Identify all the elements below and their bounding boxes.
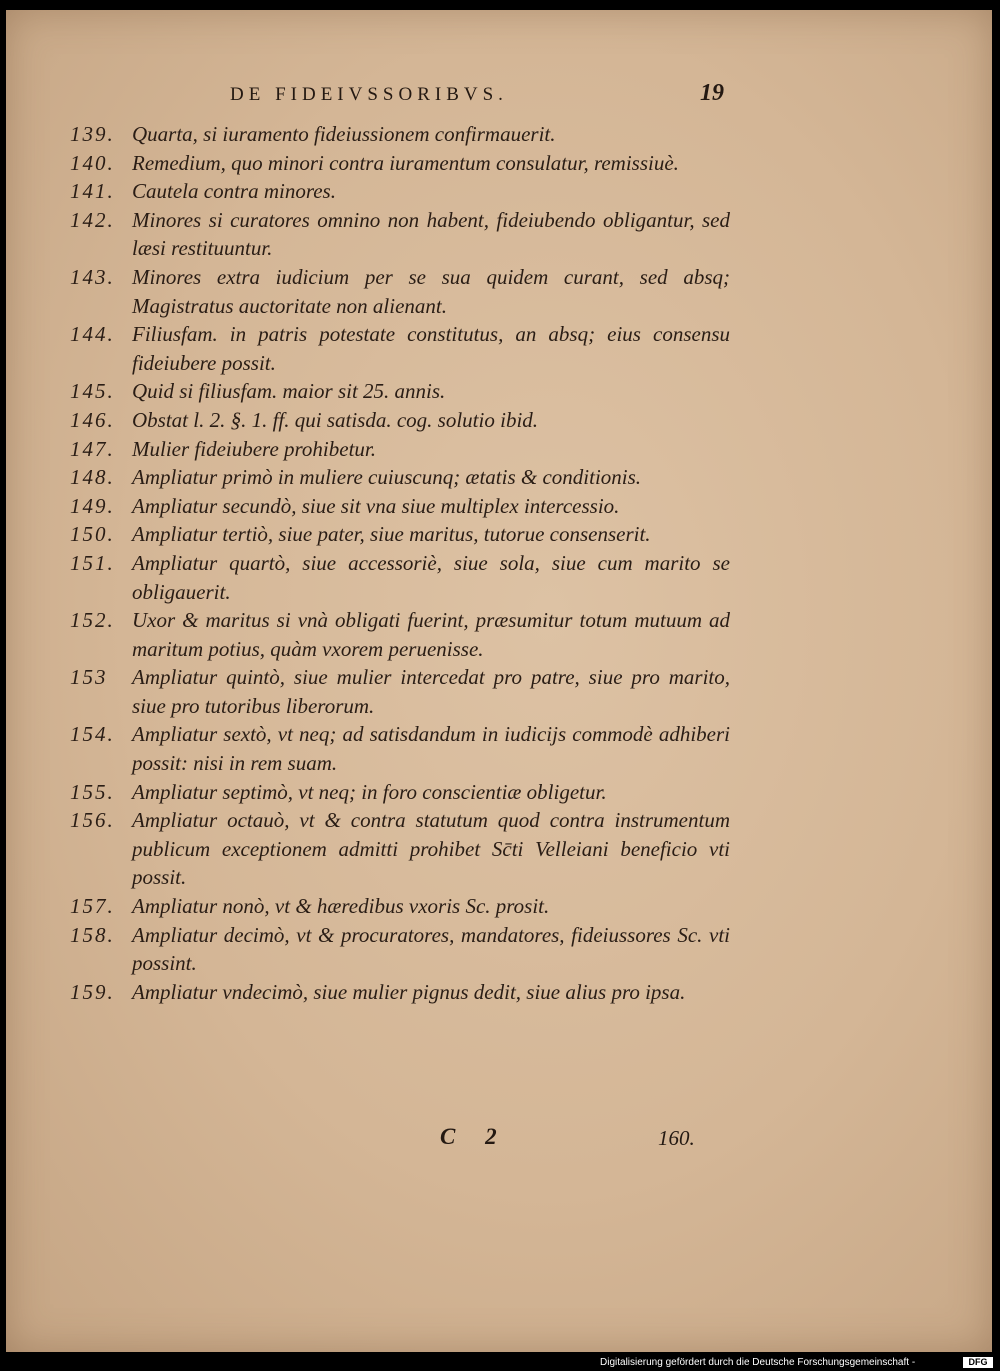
list-item (70, 120, 730, 149)
entry-number: 145. (70, 379, 115, 404)
entry-number: 143. (70, 264, 115, 289)
entry-number: 150. (70, 522, 115, 547)
entry-text: Minores si curatores omnino non habent, fideiubendo obligantur, sed læsi restituuntur. (132, 207, 730, 261)
list-item (70, 520, 730, 549)
summary-list (70, 120, 730, 1006)
list-item (70, 263, 730, 320)
catchword: 160. (658, 1126, 695, 1150)
entry-text: Ampliatur nonò, vt & hæredibus vxoris Sc. prosit. (132, 894, 550, 919)
entry-number: 158. (70, 922, 115, 947)
entry-text: Ampliatur quartò, siue accessoriè, siue sola, siue cum marito se obligauerit. (132, 550, 730, 604)
entry-number: 157. (70, 894, 115, 919)
entry-number: 144. (70, 322, 115, 347)
entry-text: Ampliatur secundò, siue sit vna siue multiplex intercessio. (132, 493, 620, 518)
entry-text: Quid si filiusfam. maior sit 25. annis. (132, 379, 446, 404)
list-item (70, 177, 730, 206)
list-item (70, 149, 730, 178)
list-item (70, 377, 730, 406)
entry-text: Ampliatur primò in muliere cuiuscunq; ætatis & conditionis. (132, 465, 642, 490)
list-item (70, 463, 730, 492)
entry-text: Uxor & maritus si vnà obligati fuerint, præsumitur totum mutuum ad maritum potius, quàm vxorem peruenisse. (132, 608, 730, 661)
entry-text: Quarta, si iuramento fideiussionem confirmauerit. (132, 122, 556, 146)
list-item (70, 406, 730, 435)
entry-text: Obstat l. 2. §. 1. ff. qui satisda. cog. solutio ibid. (132, 407, 539, 432)
entry-number: 148. (70, 465, 115, 490)
list-item (70, 549, 730, 606)
entry-number: 146. (70, 407, 115, 432)
entry-number: 149. (70, 493, 115, 518)
list-item (70, 892, 730, 921)
entry-number: 140. (70, 150, 115, 175)
signature-mark: C 2 (440, 1124, 509, 1149)
page-number: 19 (700, 80, 724, 106)
entry-number: 152. (70, 608, 115, 633)
entry-text: Minores extra iudicium per se sua quidem curant, sed absq; Magistratus auctoritate non alienant. (132, 264, 730, 318)
list-item (70, 606, 730, 663)
list-item (70, 663, 730, 720)
entry-number: 154. (70, 722, 115, 747)
entry-text: Cautela contra minores. (132, 179, 336, 204)
entry-number: 142. (70, 207, 115, 232)
list-item (70, 492, 730, 521)
entry-text: Ampliatur vndecimò, siue mulier pignus dedit, siue alius pro ipsa. (132, 979, 686, 1004)
entry-text: Ampliatur quintò, siue mulier intercedat pro patre, siue pro marito, siue pro tutoribus liberorum. (132, 665, 730, 718)
list-item (70, 806, 730, 892)
entry-number: 153 (70, 665, 108, 690)
entry-text: Mulier fideiubere prohibetur. (132, 436, 376, 461)
entry-number: 141. (70, 179, 115, 204)
list-item (70, 320, 730, 377)
running-head: DE FIDEIVSSORIBVS. (230, 84, 508, 105)
entry-text: Ampliatur octauò, vt & contra statutum quod contra instrumentum publicum exceptionem admitti prohibet Sc̄ti Velleiani beneficio vti possit. (132, 808, 730, 890)
digitization-credit: Digitalisierung gefördert durch die Deutsche Forschungsgemeinschaft - (600, 1357, 916, 1368)
entry-number: 159. (70, 979, 115, 1004)
entry-number: 147. (70, 436, 115, 461)
list-item (70, 978, 730, 1007)
entry-text: Remedium, quo minori contra iuramentum consulatur, remissiuè. (132, 150, 679, 175)
list-item (70, 435, 730, 464)
entry-text: Ampliatur decimò, vt & procuratores, mandatores, fideiussores Sc. vti possint. (132, 922, 730, 976)
list-item (70, 778, 730, 807)
entry-number: 156. (70, 808, 115, 833)
entry-text: Ampliatur septimò, vt neq; in foro conscientiæ obligetur. (132, 779, 607, 804)
entry-number: 151. (70, 550, 115, 575)
list-item (70, 720, 730, 777)
entry-number: 155. (70, 779, 115, 804)
entry-text: Ampliatur sextò, vt neq; ad satisdandum in iudicijs commodè adhiberi possit: nisi in rem suam. (132, 722, 730, 776)
entry-number: 139. (70, 122, 115, 146)
entry-text: Ampliatur tertiò, siue pater, siue maritus, tutorue consenserit. (132, 522, 651, 547)
list-item (70, 206, 730, 263)
dfg-logo: DFG (963, 1357, 993, 1368)
entry-text: Filiusfam. in patris potestate constitutus, an absq; eius consensu fideiubere possit. (132, 322, 730, 375)
list-item (70, 921, 730, 978)
